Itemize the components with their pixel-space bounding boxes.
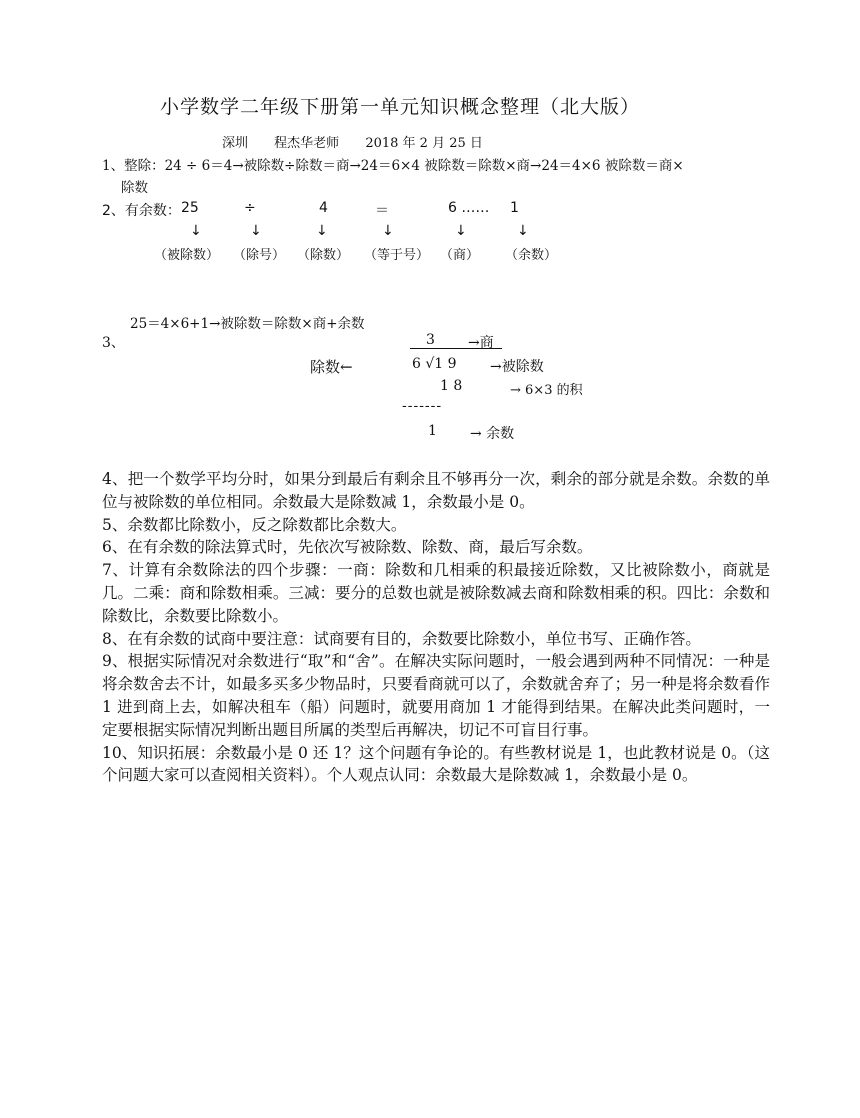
- knowledge-item-7: 7、计算有余数除法的四个步骤：一商：除数和几相乘的积最接近除数，又比被除数小，商就是几。二乘：商和除数相乘。三减：要分的总数也就是被除数减去商和除数相乘的积。四比：余数和除数比，余数要比除数小。: [102, 561, 770, 625]
- item1-line1: 1、整除：24 ÷ 6＝4→被除数÷除数＝商→24＝6×4 被除数＝除数×商→24＝4×6 被除数＝商×: [102, 158, 684, 174]
- knowledge-item-5: 5、余数都比除数小，反之除数都比余数大。: [102, 515, 407, 534]
- arrow-down-icon: ↓: [517, 223, 529, 239]
- document-meta: [222, 132, 505, 151]
- quotient-note: →商: [468, 335, 494, 351]
- label-dividend: （被除数）: [154, 248, 220, 263]
- knowledge-list: [102, 468, 770, 787]
- meta-author: 程杰华老师: [274, 136, 340, 151]
- product-note: → 6×3 的积: [510, 383, 583, 398]
- dividend-note: →被除数: [490, 359, 544, 375]
- item2-prefix: 2、有余数：: [102, 203, 181, 219]
- item3-number: 3、: [102, 335, 125, 351]
- knowledge-item-4: 4、把一个数学平均分时，如果分到最后有剩余且不够再分一次，剩余的部分就是余数。余数的单位与被除数的单位相同。余数最大是除数减 1，余数最小是 0。: [102, 470, 770, 511]
- arrow-down-icon: ↓: [382, 223, 394, 239]
- item2-formula: 25＝4×6+1→被除数＝除数×商+余数: [130, 316, 365, 332]
- division-expression: 6 √1 9: [412, 356, 457, 372]
- expr-division-sign: ÷: [244, 200, 256, 216]
- label-remainder: （余数）: [505, 248, 558, 263]
- expr-equals: ＝: [375, 203, 389, 219]
- arrow-down-icon: ↓: [250, 223, 262, 239]
- division-dash-line: -------: [402, 398, 443, 414]
- division-product: 1 8: [440, 378, 463, 394]
- knowledge-item-10: 10、知识拓展：余数最小是 0 还 1？这个问题有争论的。有些教材说是 1，也此教材说是 0。（这个问题大家可以查阅相关资料）。个人观点认同：余数最大是除数减 1，余数最小是 0。: [102, 743, 770, 785]
- arrow-down-icon: ↓: [455, 223, 467, 239]
- label-division-sign: （除号）: [233, 248, 286, 263]
- meta-date: 2018 年 2 月 25 日: [365, 136, 483, 151]
- knowledge-item-8: 8、在有余数的试商中要注意：试商要有目的，余数要比除数小，单位书写、正确作答。: [102, 629, 701, 648]
- arrow-down-icon: ↓: [190, 223, 202, 239]
- division-remainder: 1: [428, 423, 437, 439]
- document-title: 小学数学二年级下册第一单元知识概念整理（北大版）: [160, 96, 641, 118]
- expr-quotient: 6 ……: [448, 200, 490, 216]
- label-divisor: （除数）: [297, 248, 350, 263]
- label-quotient: （商）: [440, 248, 480, 263]
- label-equals: （等于号）: [364, 248, 430, 263]
- knowledge-item-9: 9、根据实际情况对余数进行“取”和“舍”。在解决实际问题时，一般会遇到两种不同情况：一种是将余数舍去不计，如最多买多少物品时，只要看商就可以了，余数就舍弃了；另一种是将余数看作 1 进到商上去，如解决租车（船）问题时，就要用商加 1 才能得到结果。在解决此类问题时，一定要根据实际情况判断出题目所属的类型后再解决，切记不可盲目行事。: [102, 652, 770, 739]
- arrow-down-icon: ↓: [316, 223, 328, 239]
- knowledge-item-6: 6、在有余数的除法算式时，先依次写被除数、除数、商，最后写余数。: [102, 538, 593, 557]
- divisor-label: 除数←: [310, 358, 353, 376]
- expr-remainder: 1: [510, 200, 519, 216]
- item1-line2: 除数: [121, 180, 148, 196]
- expr-dividend: 25: [181, 200, 199, 216]
- division-quotient: 3: [426, 332, 435, 348]
- meta-city: 深圳: [222, 136, 249, 151]
- expr-divisor: 4: [319, 200, 328, 216]
- remainder-note: → 余数: [470, 426, 515, 442]
